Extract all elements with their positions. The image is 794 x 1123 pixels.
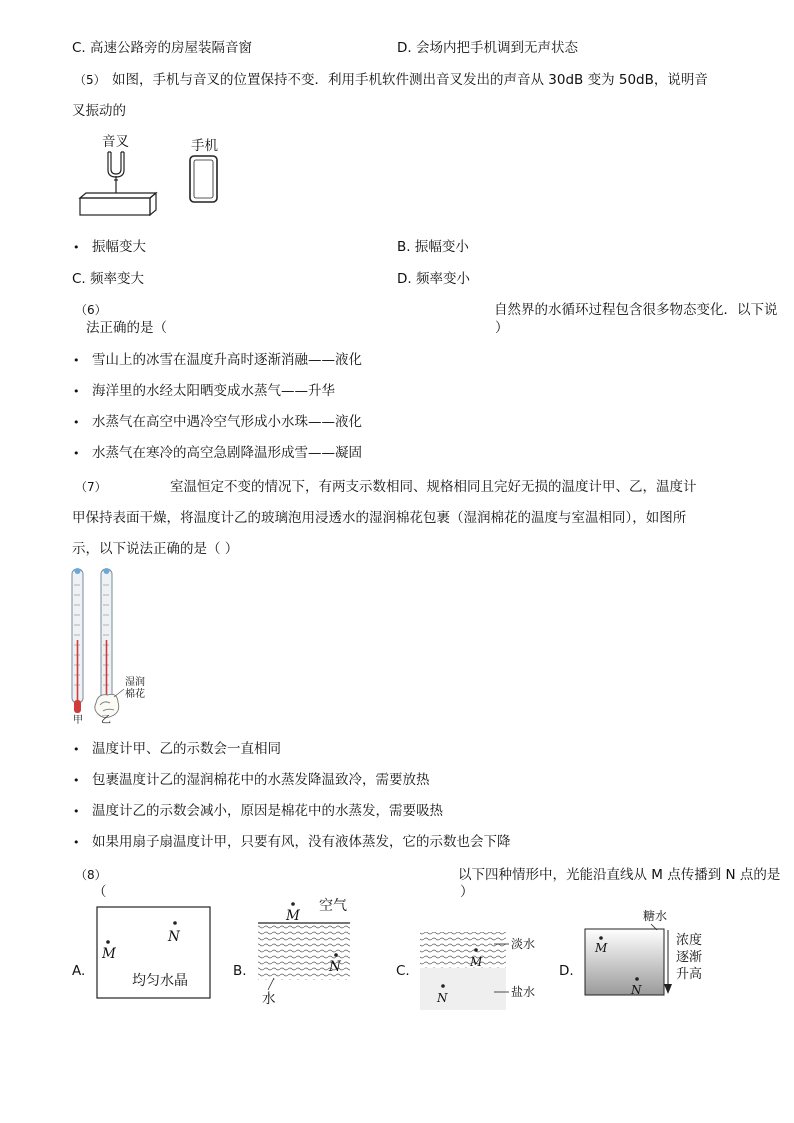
fig-b-n: N bbox=[329, 959, 341, 975]
q6-number: （6） bbox=[75, 303, 107, 317]
bullet-icon: • bbox=[73, 241, 80, 254]
bullet-icon: • bbox=[73, 416, 80, 429]
option-d-prev: D. 会场内把手机调到无声状态 bbox=[397, 40, 578, 56]
label-phone: 手机 bbox=[191, 138, 218, 154]
q6-paren-close: ） bbox=[495, 320, 509, 336]
q5-option-a[interactable]: 振幅变大 bbox=[92, 239, 146, 255]
q6-stem-right: 自然界的水循环过程包含很多物态变化．以下说 bbox=[494, 302, 778, 318]
bullet-icon: • bbox=[73, 385, 80, 398]
fig-a-label[interactable]: A. bbox=[72, 963, 86, 979]
fig-c-salt: 盐水 bbox=[511, 985, 536, 999]
fig-d-density-3: 升高 bbox=[676, 967, 703, 982]
fig-a-m: M bbox=[102, 946, 116, 962]
fig-a-n: N bbox=[168, 929, 180, 945]
fig-c-m: M bbox=[470, 955, 483, 969]
bullet-icon: • bbox=[73, 836, 80, 849]
q8-stem-right: 以下四种情形中，光能沿直线从 M 点传播到 N 点的是 bbox=[458, 867, 781, 883]
q6-option-c[interactable]: 水蒸气在高空中遇冷空气形成小水珠——液化 bbox=[92, 414, 362, 430]
q7-option-c[interactable]: 温度计乙的示数会减小，原因是棉花中的水蒸发，需要吸热 bbox=[92, 803, 443, 819]
bullet-icon: • bbox=[73, 743, 80, 756]
q5-option-b[interactable]: B. 振幅变小 bbox=[397, 239, 469, 255]
fig-c-n: N bbox=[437, 991, 448, 1005]
fig-d-density-2: 逐渐 bbox=[676, 950, 703, 965]
q7-stem-line1: 室温恒定不变的情况下，有两支示数相同、规格相同且完好无损的温度计甲、乙，温度计 bbox=[170, 479, 697, 495]
label-wet-cotton-1: 湿润 bbox=[125, 677, 145, 688]
label-yi: 乙 bbox=[101, 715, 111, 726]
figure-c-fresh-salt bbox=[420, 932, 509, 1010]
q8-paren-open: （ bbox=[93, 884, 107, 900]
q7-option-d[interactable]: 如果用扇子扇温度计甲，只要有风，没有液体蒸发，它的示数也会下降 bbox=[92, 834, 511, 850]
label-tuning-fork: 音叉 bbox=[102, 134, 129, 150]
q5-number: （5） bbox=[74, 73, 106, 87]
bullet-icon: • bbox=[73, 354, 80, 367]
q8-number: （8） bbox=[75, 868, 107, 882]
fig-c-fresh: 淡水 bbox=[511, 937, 536, 951]
q7-stem-line3: 示，以下说法正确的是（ ） bbox=[72, 541, 239, 557]
bullet-icon: • bbox=[73, 774, 80, 787]
figure-d-sugar-water bbox=[585, 924, 672, 995]
q7-option-a[interactable]: 温度计甲、乙的示数会一直相同 bbox=[92, 741, 281, 757]
fig-b-label[interactable]: B. bbox=[233, 963, 247, 979]
fig-d-m: M bbox=[595, 941, 608, 955]
fig-d-sugar: 糖水 bbox=[643, 909, 668, 923]
q8-paren-close: ） bbox=[460, 884, 474, 900]
fig-b-water: 水 bbox=[262, 991, 276, 1007]
label-wet-cotton-2: 棉花 bbox=[125, 689, 145, 700]
q6-option-a[interactable]: 雪山上的冰雪在温度升高时逐渐消融——液化 bbox=[92, 352, 362, 368]
q6-option-b[interactable]: 海洋里的水经太阳晒变成水蒸气——升华 bbox=[92, 383, 335, 399]
q7-number: （7） bbox=[75, 480, 107, 494]
option-c-prev: C. 高速公路旁的房屋装隔音窗 bbox=[72, 40, 253, 56]
fig-d-label[interactable]: D. bbox=[559, 963, 574, 979]
fig-b-air: 空气 bbox=[319, 898, 347, 914]
fig-c-label[interactable]: C. bbox=[396, 963, 410, 979]
q6-option-d[interactable]: 水蒸气在寒冷的高空急剧降温形成雪——凝固 bbox=[92, 445, 362, 461]
figure-b-air-water bbox=[258, 902, 350, 990]
q7-option-b[interactable]: 包裹温度计乙的湿润棉花中的水蒸发降温致冷，需要放热 bbox=[92, 772, 430, 788]
bullet-icon: • bbox=[73, 447, 80, 460]
label-jia: 甲 bbox=[73, 715, 83, 726]
q7-stem-line2: 甲保持表面干燥，将温度计乙的玻璃泡用浸透水的湿润棉花包裹（湿润棉花的温度与室温相同），如图所 bbox=[72, 510, 687, 526]
q5-option-d[interactable]: D. 频率变小 bbox=[397, 271, 470, 287]
fig-d-density-1: 浓度 bbox=[676, 933, 703, 948]
bullet-icon: • bbox=[73, 805, 80, 818]
q6-stem-line2: 法正确的是（ bbox=[86, 320, 167, 336]
fig-b-m: M bbox=[286, 908, 300, 924]
fig-a-medium: 均匀水晶 bbox=[132, 973, 188, 989]
q5-stem-line2: 叉振动的 bbox=[72, 103, 126, 119]
q5-stem-line1: 如图，手机与音叉的位置保持不变．利用手机软件测出音叉发出的声音从 30dB 变为 50dB，说明音 bbox=[112, 72, 708, 88]
fig-d-n: N bbox=[631, 983, 642, 997]
q5-option-c[interactable]: C. 频率变大 bbox=[72, 271, 145, 287]
